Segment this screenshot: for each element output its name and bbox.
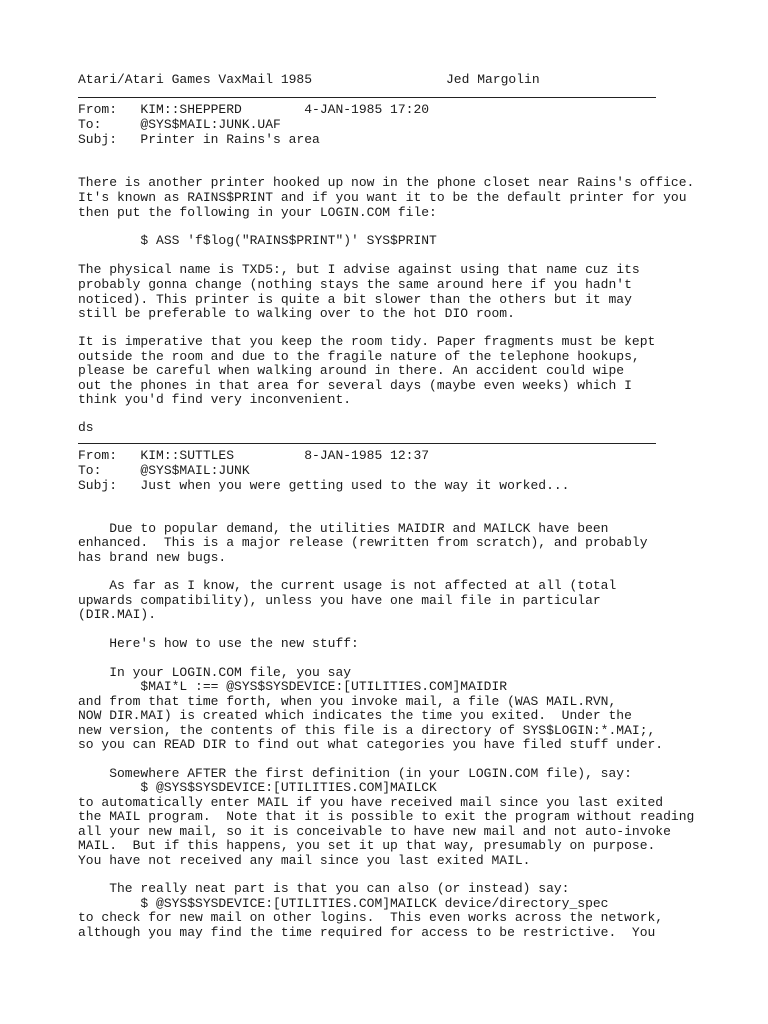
body-line: then put the following in your LOGIN.COM file: (78, 205, 437, 220)
body-line: out the phones in that area for several days (maybe even weeks) which I (78, 378, 632, 393)
body-line: MAIL. But if this happens, you set it up that way, presumably on purpose. (78, 838, 656, 853)
body-line: Somewhere AFTER the first definition (in your LOGIN.COM file), say: (78, 766, 632, 781)
document-header-right: Jed Margolin (446, 72, 540, 87)
code-line: $MAI*L :== @SYS$SYSDEVICE:[UTILITIES.COM]MAIDIR (78, 679, 508, 694)
body-line: As far as I know, the current usage is not affected at all (total (78, 578, 617, 593)
body-line: (DIR.MAI). (78, 607, 157, 622)
body-line: NOW DIR.MAI) is created which indicates the time you exited. Under the (78, 708, 632, 723)
body-line: so you can READ DIR to find out what categories you have filed stuff under. (78, 737, 664, 752)
body-line: think you'd find very inconvenient. (78, 392, 352, 407)
body-line: It is imperative that you keep the room tidy. Paper fragments must be kept (78, 334, 656, 349)
signature: ds (78, 420, 94, 435)
body-line: upwards compatibility), unless you have one mail file in particular (78, 593, 601, 608)
message-to: To: @SYS$MAIL:JUNK.UAF (78, 117, 281, 132)
body-line: noticed). This printer is quite a bit slower than the others but it may (78, 292, 632, 307)
message-from: From: KIM::SHEPPERD 4-JAN-1985 17:20 (78, 102, 430, 117)
body-line: You have not received any mail since you last exited MAIL. (78, 853, 531, 868)
code-line: $ @SYS$SYSDEVICE:[UTILITIES.COM]MAILCK (78, 780, 437, 795)
body-line: The really neat part is that you can also (or instead) say: (78, 881, 570, 896)
body-line: In your LOGIN.COM file, you say (78, 665, 352, 680)
document-header-left: Atari/Atari Games VaxMail 1985 (78, 72, 313, 87)
message-to: To: @SYS$MAIL:JUNK (78, 463, 250, 478)
body-line: Due to popular demand, the utilities MAIDIR and MAILCK have been (78, 521, 609, 536)
code-line: $ @SYS$SYSDEVICE:[UTILITIES.COM]MAILCK device/directory_spec (78, 896, 609, 911)
message-from: From: KIM::SUTTLES 8-JAN-1985 12:37 (78, 448, 430, 463)
body-line: has brand new bugs. (78, 550, 227, 565)
body-line: It's known as RAINS$PRINT and if you want it to be the default printer for you (78, 190, 687, 205)
separator-rule (78, 443, 656, 444)
body-line: please be careful when walking around in there. An accident could wipe (78, 363, 625, 378)
message-subject: Subj: Just when you were getting used to the way it worked... (78, 478, 570, 493)
separator-rule (78, 97, 656, 98)
body-line: and from that time forth, when you invoke mail, a file (WAS MAIL.RVN, (78, 694, 617, 709)
body-line: There is another printer hooked up now in the phone closet near Rains's office. (78, 175, 695, 190)
body-line: probably gonna change (nothing stays the same around here if you hadn't (78, 277, 632, 292)
body-line: to check for new mail on other logins. This even works across the network, (78, 910, 664, 925)
message-subject: Subj: Printer in Rains's area (78, 132, 320, 147)
body-line: although you may find the time required for access to be restrictive. You (78, 925, 656, 940)
body-line: enhanced. This is a major release (rewritten from scratch), and probably (78, 535, 648, 550)
body-line: all your new mail, so it is conceivable to have new mail and not auto-invoke (78, 824, 671, 839)
body-line: the MAIL program. Note that it is possible to exit the program without reading (78, 809, 695, 824)
code-line: $ ASS 'f$log("RAINS$PRINT")' SYS$PRINT (78, 233, 437, 248)
body-line: outside the room and due to the fragile nature of the telephone hookups, (78, 349, 640, 364)
body-line: to automatically enter MAIL if you have received mail since you last exited (78, 795, 664, 810)
body-line: Here's how to use the new stuff: (78, 636, 359, 651)
body-line: new version, the contents of this file is a directory of SYS$LOGIN:*.MAI;, (78, 723, 656, 738)
body-line: The physical name is TXD5:, but I advise against using that name cuz its (78, 262, 640, 277)
body-line: still be preferable to walking over to the hot DIO room. (78, 306, 515, 321)
